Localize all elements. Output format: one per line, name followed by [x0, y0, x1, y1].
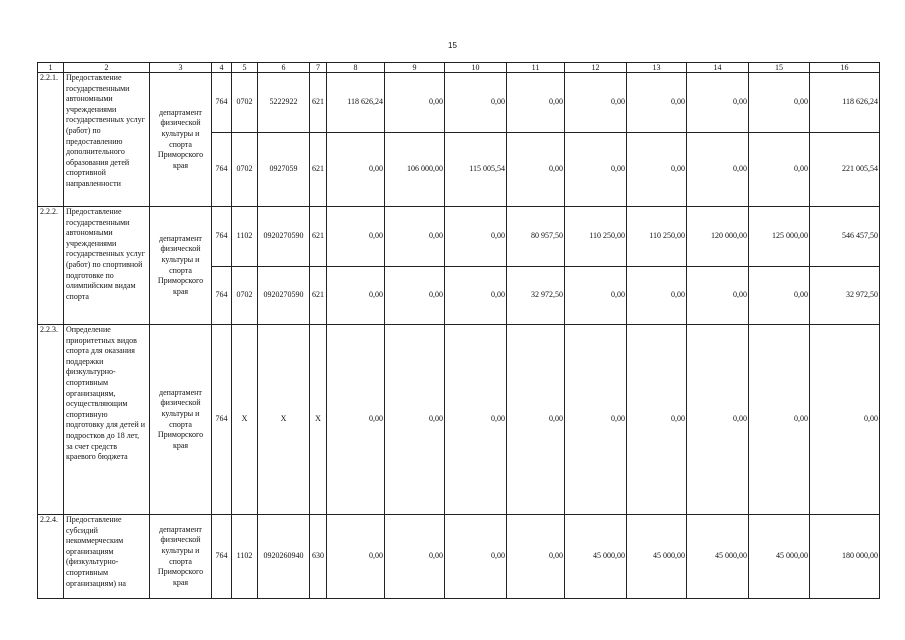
item-index: 2.2.3.	[38, 325, 64, 515]
cell-value: 45 000,00	[627, 515, 687, 599]
cell-value: 0,00	[327, 325, 385, 515]
cell-value: 45 000,00	[749, 515, 810, 599]
column-number: 1	[38, 63, 64, 73]
cell-value: 0,00	[687, 267, 749, 325]
cell-value: 0,00	[327, 267, 385, 325]
cell-value: 45 000,00	[565, 515, 627, 599]
cell-value: 0,00	[627, 325, 687, 515]
cell-grbs: 764	[212, 267, 232, 325]
column-number: 13	[627, 63, 687, 73]
cell-total: 0,00	[810, 325, 880, 515]
cell-value: 106 000,00	[385, 133, 445, 207]
cell-total: 546 457,50	[810, 207, 880, 267]
department: департамент физической культуры и спорта Приморского края	[150, 325, 212, 515]
cell-value: 0,00	[445, 267, 507, 325]
cell-value: 0,00	[749, 267, 810, 325]
column-number: 11	[507, 63, 565, 73]
cell-expense-type: 621	[310, 73, 327, 133]
cell-value: 0,00	[445, 73, 507, 133]
column-number: 3	[150, 63, 212, 73]
cell-target: 0927059	[258, 133, 310, 207]
item-index: 2.2.2.	[38, 207, 64, 325]
cell-value: 120 000,00	[687, 207, 749, 267]
cell-value: 0,00	[507, 73, 565, 133]
cell-value: 0,00	[507, 325, 565, 515]
cell-value: 0,00	[687, 325, 749, 515]
column-number: 15	[749, 63, 810, 73]
cell-value: 0,00	[749, 133, 810, 207]
cell-value: 0,00	[749, 325, 810, 515]
item-name: Предоставление субсидий некоммерческим организациям (физкультурно-спортивным организациям) на	[64, 515, 150, 599]
cell-target: X	[258, 325, 310, 515]
item-name: Предоставление государственными автономными учреждениями государственных услуг (работ) по предоставлению дополнительного образования детей спортивной направленности	[64, 73, 150, 207]
table-row	[38, 207, 880, 267]
cell-section: X	[232, 325, 258, 515]
department: департамент физической культуры и спорта Приморского края	[150, 73, 212, 207]
cell-value: 0,00	[627, 73, 687, 133]
cell-value: 0,00	[687, 73, 749, 133]
page-number: 15	[448, 41, 457, 50]
cell-grbs: 764	[212, 207, 232, 267]
cell-value: 0,00	[445, 325, 507, 515]
cell-section: 0702	[232, 133, 258, 207]
cell-value: 0,00	[687, 133, 749, 207]
cell-target: 0920270590	[258, 207, 310, 267]
budget-table	[37, 62, 880, 599]
item-name: Предоставление государственными автономными учреждениями государственных услуг (работ) по спортивной подготовке по олимпийским видам спорта	[64, 207, 150, 325]
cell-total: 180 000,00	[810, 515, 880, 599]
column-number: 7	[310, 63, 327, 73]
cell-expense-type: 621	[310, 133, 327, 207]
cell-section: 1102	[232, 515, 258, 599]
table-row	[38, 325, 880, 515]
cell-value: 115 005,54	[445, 133, 507, 207]
cell-target: 0920270590	[258, 267, 310, 325]
cell-value: 80 957,50	[507, 207, 565, 267]
item-name: Определение приоритетных видов спорта для оказания поддержки физкультурно-спортивным организациям, осуществляющим спортивную подготовку для детей и подростков до 18 лет, за счет средств краевого бюджета	[64, 325, 150, 515]
cell-value: 45 000,00	[687, 515, 749, 599]
cell-expense-type: X	[310, 325, 327, 515]
column-number: 4	[212, 63, 232, 73]
cell-expense-type: 630	[310, 515, 327, 599]
table-row	[38, 515, 880, 599]
cell-value: 0,00	[385, 73, 445, 133]
cell-value: 0,00	[565, 133, 627, 207]
item-index: 2.2.1.	[38, 73, 64, 207]
cell-total: 118 626,24	[810, 73, 880, 133]
cell-section: 1102	[232, 207, 258, 267]
cell-section: 0702	[232, 267, 258, 325]
cell-section: 0702	[232, 73, 258, 133]
cell-grbs: 764	[212, 515, 232, 599]
department: департамент физической культуры и спорта Приморского края	[150, 515, 212, 599]
cell-value: 0,00	[507, 515, 565, 599]
cell-expense-type: 621	[310, 207, 327, 267]
cell-value: 0,00	[627, 133, 687, 207]
cell-value: 0,00	[385, 267, 445, 325]
column-number: 5	[232, 63, 258, 73]
cell-value: 0,00	[385, 515, 445, 599]
column-number: 12	[565, 63, 627, 73]
cell-total: 221 005,54	[810, 133, 880, 207]
cell-value: 0,00	[385, 207, 445, 267]
column-number: 14	[687, 63, 749, 73]
cell-value: 0,00	[327, 207, 385, 267]
cell-value: 110 250,00	[627, 207, 687, 267]
cell-grbs: 764	[212, 325, 232, 515]
cell-value: 0,00	[385, 325, 445, 515]
cell-value: 125 000,00	[749, 207, 810, 267]
cell-value: 0,00	[327, 133, 385, 207]
cell-value: 0,00	[749, 73, 810, 133]
cell-value: 0,00	[445, 515, 507, 599]
cell-value: 0,00	[445, 207, 507, 267]
cell-value: 118 626,24	[327, 73, 385, 133]
cell-value: 0,00	[565, 325, 627, 515]
cell-value: 0,00	[627, 267, 687, 325]
cell-target: 5222922	[258, 73, 310, 133]
column-number: 6	[258, 63, 310, 73]
column-number-row	[38, 63, 880, 73]
cell-value: 110 250,00	[565, 207, 627, 267]
cell-value: 0,00	[565, 267, 627, 325]
column-number: 16	[810, 63, 880, 73]
cell-total: 32 972,50	[810, 267, 880, 325]
cell-grbs: 764	[212, 73, 232, 133]
table-row	[38, 73, 880, 133]
column-number: 8	[327, 63, 385, 73]
cell-value: 0,00	[327, 515, 385, 599]
cell-value: 32 972,50	[507, 267, 565, 325]
item-index: 2.2.4.	[38, 515, 64, 599]
cell-value: 0,00	[507, 133, 565, 207]
column-number: 10	[445, 63, 507, 73]
column-number: 2	[64, 63, 150, 73]
cell-expense-type: 621	[310, 267, 327, 325]
cell-grbs: 764	[212, 133, 232, 207]
department: департамент физической культуры и спорта Приморского края	[150, 207, 212, 325]
column-number: 9	[385, 63, 445, 73]
cell-target: 0920260940	[258, 515, 310, 599]
cell-value: 0,00	[565, 73, 627, 133]
